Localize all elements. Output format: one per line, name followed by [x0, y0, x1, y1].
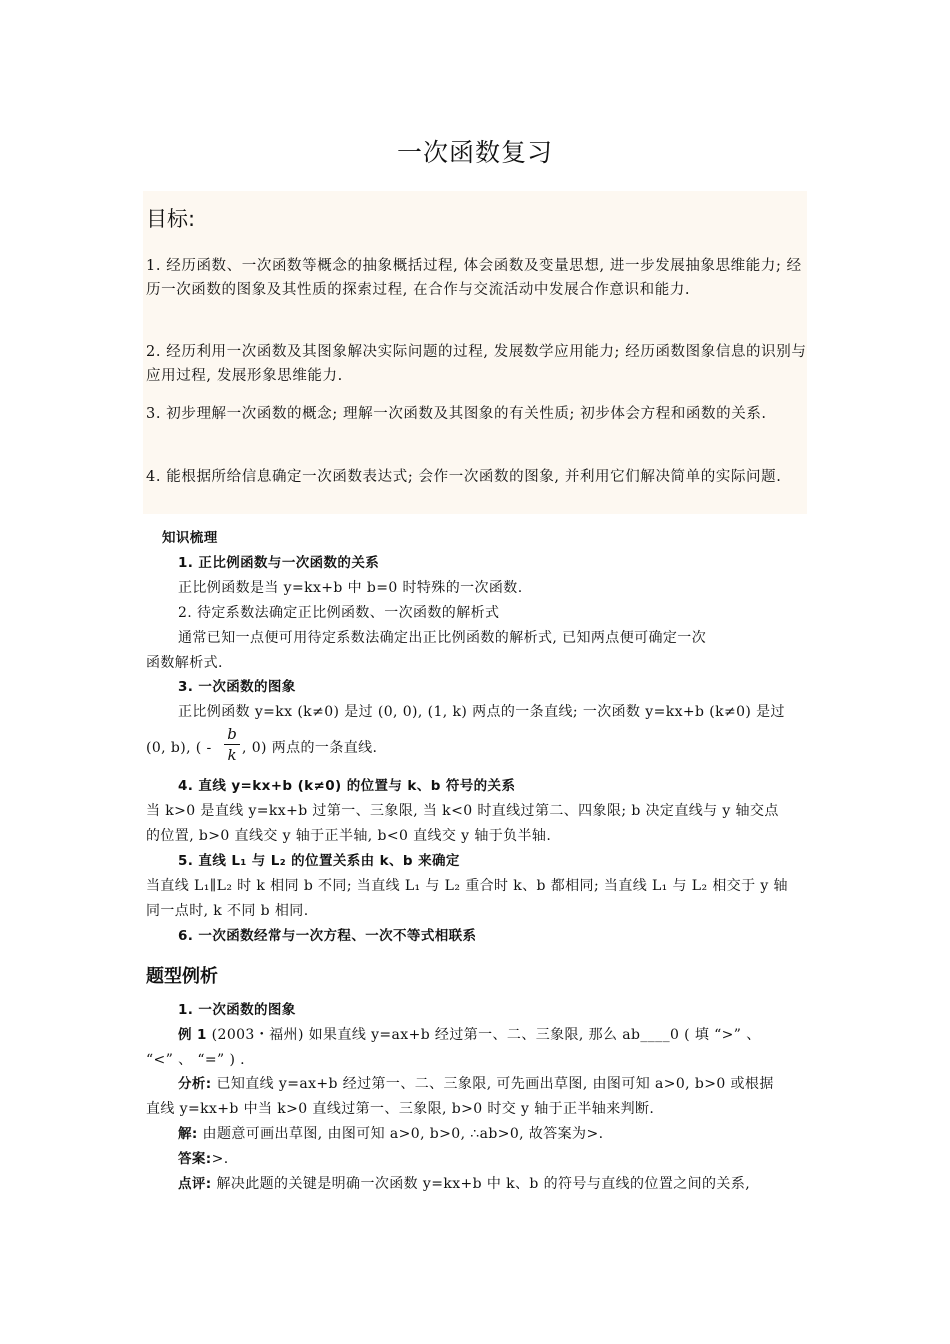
section-3-title: 3. 一次函数的图象	[178, 679, 296, 695]
section-3-text-b-post: , 0) 两点的一条直线.	[242, 740, 378, 756]
goal-item-3: 3. 初步理解一次函数的概念; 理解一次函数及其图象的有关性质; 初步体会方程和函数的关系.	[146, 406, 767, 422]
analysis-text-b: 直线 y=kx+b 中当 k>0 直线过第一、三象限, b>0 时交 y 轴于正半轴来判断.	[146, 1101, 655, 1117]
comment-text: 解决此题的关键是明确一次函数 y=kx+b 中 k、b 的符号与直线的位置之间的关系,	[211, 1176, 751, 1192]
section-1-title: 1. 正比例函数与一次函数的关系	[178, 555, 380, 571]
solution-line	[178, 1124, 603, 1144]
type-1-title: 1. 一次函数的图象	[178, 1002, 296, 1018]
page-title: 一次函数复习	[396, 138, 553, 167]
answer-text: >.	[211, 1151, 229, 1167]
section-3-text-b-pre: (0, b), ( -	[146, 740, 212, 756]
example-1-text-a: (2003・福州) 如果直线 y=ax+b 经过第一、二、三象限, 那么 ab____0 ( 填 “>” 、	[206, 1027, 761, 1043]
section-5-text-a: 当直线 L₁∥L₂ 时 k 相同 b 不同; 当直线 L₁ 与 L₂ 重合时 k、b 都相同; 当直线 L₁ 与 L₂ 相交于 y 轴	[146, 878, 788, 894]
section-2-text-a: 通常已知一点便可用待定系数法确定出正比例函数的解析式, 已知两点便可确定一次	[178, 630, 707, 646]
goal-item-1: 1. 经历函数、一次函数等概念的抽象概括过程, 体会函数及变量思想, 进一步发展抽象思维能力; 经历一次函数的图象及其性质的探索过程, 在合作与交流活动中发展合作意识和能力.	[146, 258, 802, 298]
example-1-line-a	[178, 1025, 761, 1045]
section-4-title: 4. 直线 y=kx+b (k≠0) 的位置与 k、b 符号的关系	[178, 778, 516, 794]
section-4-text-a: 当 k>0 是直线 y=kx+b 过第一、三象限, 当 k<0 时直线过第二、四象限; b 决定直线与 y 轴交点	[146, 803, 779, 819]
example-1-text-b: “<” 、 “=” ) .	[146, 1052, 246, 1068]
example-1-label: 例 1	[178, 1027, 207, 1043]
section-4-text-b: 的位置, b>0 直线交 y 轴于正半轴, b<0 直线交 y 轴于负半轴.	[146, 828, 552, 844]
examples-heading: 题型例析	[146, 966, 218, 987]
solution-label: 解:	[178, 1126, 198, 1142]
answer-line	[178, 1149, 229, 1169]
section-2-text-b: 函数解析式.	[146, 655, 223, 671]
fraction-bar	[224, 744, 240, 745]
answer-label: 答案:	[178, 1151, 212, 1167]
knowledge-heading: 知识梳理	[162, 530, 218, 546]
analysis-line-a	[178, 1074, 774, 1094]
goal-item-2: 2. 经历利用一次函数及其图象解决实际问题的过程, 发展数学应用能力; 经历函数图象信息的识别与应用过程, 发展形象思维能力.	[146, 344, 807, 384]
section-2-title: 2. 待定系数法确定正比例函数、一次函数的解析式	[178, 605, 500, 621]
comment-line	[178, 1174, 750, 1194]
analysis-label: 分析:	[178, 1076, 212, 1092]
section-5-title: 5. 直线 L₁ 与 L₂ 的位置关系由 k、b 来确定	[178, 853, 460, 869]
fraction-numerator: b	[227, 725, 237, 743]
section-1-text: 正比例函数是当 y=kx+b 中 b=0 时特殊的一次函数.	[178, 580, 523, 596]
fraction-b-over-k	[224, 725, 240, 764]
section-6-title: 6. 一次函数经常与一次方程、一次不等式相联系	[178, 928, 477, 944]
solution-text: 由题意可画出草图, 由图可知 a>0, b>0, ∴ab>0, 故答案为>.	[197, 1126, 604, 1142]
section-5-text-b: 同一点时, k 不同 b 相同.	[146, 903, 309, 919]
analysis-text-a: 已知直线 y=ax+b 经过第一、二、三象限, 可先画出草图, 由图可知 a>0, b>0 或根据	[211, 1076, 774, 1092]
section-3-text-a: 正比例函数 y=kx (k≠0) 是过 (0, 0), (1, k) 两点的一条直线; 一次函数 y=kx+b (k≠0) 是过	[178, 704, 785, 720]
goal-item-4: 4. 能根据所给信息确定一次函数表达式; 会作一次函数的图象, 并利用它们解决简单的实际问题.	[146, 469, 782, 485]
fraction-denominator: k	[227, 746, 237, 764]
goals-heading: 目标:	[146, 207, 196, 231]
comment-label: 点评:	[178, 1176, 212, 1192]
